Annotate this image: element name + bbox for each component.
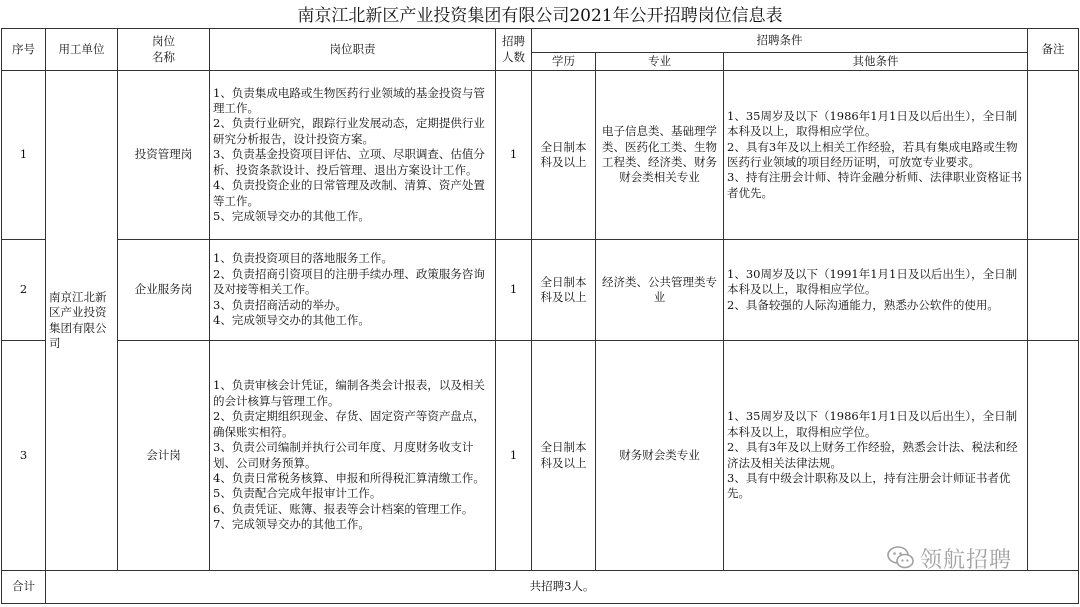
duty-item: 1、负责投资项目的落地服务工作。 — [213, 251, 393, 266]
employer-line: 集团有限公 — [49, 320, 107, 335]
duty-item: 4、完成领导交办的其他工作。 — [213, 313, 370, 328]
duty-item: 2、负责行业研究，跟踪行业发展动态，定期提供行业研究分析报告，设计投资方案。 — [213, 116, 485, 146]
recruitment-table — [1, 28, 1079, 604]
watermark — [886, 538, 1066, 578]
table-row — [2, 240, 1079, 341]
duty-item: 1、负责集成电路或生物医药行业领域的基金投资与管理工作。 — [213, 85, 485, 116]
row-duties — [210, 71, 496, 240]
row-count: 1 — [496, 240, 532, 341]
employer-line: 司 — [49, 335, 61, 350]
header-conditions: 招聘条件 — [532, 29, 1028, 53]
row-seq: 2 — [2, 240, 46, 341]
header-count-line-1: 招聘 — [502, 34, 525, 49]
employer-line: 区产业投资 — [49, 305, 107, 320]
other-item: 2、具有3年及以上财务工作经验，熟悉会计法、税法和经济法及相关法律法规。 — [727, 440, 1018, 470]
other-item: 1、30周岁及以下（1991年1月1日及以后出生），全日制本科及以上，取得相应学位。 — [727, 266, 1018, 297]
duty-item: 1、负责审核会计凭证，编制各类会计报表，以及相关的会计核算与管理工作。 — [213, 378, 485, 408]
employer-line: 南京江北新 — [49, 289, 107, 304]
header-position — [118, 29, 210, 71]
row-remark — [1028, 240, 1079, 341]
header-other: 其他条件 — [724, 53, 1028, 71]
header-education: 学历 — [532, 53, 596, 71]
row-major: 电子信息类、基础理学类、医药化工类、生物工程类、经济类、财务财会类相关专业 — [596, 71, 724, 240]
duty-item: 4、负责投资企业的日常管理及改制、清算、资产处置等工作。 — [213, 178, 485, 208]
header-remark: 备注 — [1028, 29, 1079, 71]
duty-item: 2、负责定期组织现金、存货、固定资产等资产盘点，确保账实相符。 — [213, 409, 485, 439]
watermark-text: 领航招聘 — [920, 547, 1013, 573]
header-major: 专业 — [596, 53, 724, 71]
header-employer: 用工单位 — [46, 29, 118, 71]
row-remark — [1028, 341, 1079, 571]
employer-cell — [46, 71, 118, 571]
row-position: 会计岗 — [118, 341, 210, 571]
other-item: 3、持有注册会计师、特许金融分析师、法律职业资格证书者优先。 — [727, 170, 1022, 200]
duty-item: 3、负责基金投资项目评估、立项、尽职调查、估值分析、投资条款设计、投后管理、退出方案设计工作。 — [213, 147, 485, 177]
row-position: 企业服务岗 — [118, 240, 210, 341]
row-count: 1 — [496, 71, 532, 240]
row-major: 经济类、公共管理类专业 — [596, 240, 724, 341]
header-position-line-1: 岗位 — [152, 34, 175, 49]
wechat-icon — [886, 543, 916, 573]
header-count — [496, 29, 532, 71]
other-item: 1、35周岁及以下（1986年1月1日及以后出生），全日制本科及以上，取得相应学位。 — [727, 108, 1018, 139]
duty-item: 5、负责配合完成年报审计工作。 — [213, 486, 382, 501]
header-row-1 — [2, 29, 1079, 53]
page-title: 南京江北新区产业投资集团有限公司2021年公开招聘岗位信息表 — [297, 6, 783, 26]
row-remark — [1028, 71, 1079, 240]
row-duties — [210, 341, 496, 571]
other-item: 1、35周岁及以下（1986年1月1日及以后出生），全日制本科及以上，取得相应学位。 — [727, 409, 1018, 439]
header-count-line-2: 人数 — [502, 49, 525, 64]
table-row — [2, 71, 1079, 240]
header-duties: 岗位职责 — [210, 29, 496, 71]
duty-item: 7、完成领导交办的其他工作。 — [213, 517, 370, 532]
row-duties — [210, 240, 496, 341]
duty-item: 6、负责凭证、账簿、报表等会计档案的管理工作。 — [213, 501, 474, 516]
duty-item: 5、完成领导交办的其他工作。 — [213, 208, 370, 223]
row-education: 全日制本科及以上 — [532, 71, 596, 240]
row-other — [724, 341, 1028, 571]
other-item: 2、具有3年及以上相关工作经验，若具有集成电路或生物医药行业领域的项目经历证明，可放宽专业要求。 — [727, 139, 1018, 169]
duty-item: 3、负责招商活动的举办。 — [213, 297, 347, 312]
row-other — [724, 71, 1028, 240]
total-value: 共招聘3人。 — [46, 571, 1079, 604]
row-major: 财务财会类专业 — [596, 341, 724, 571]
duty-item: 2、负责招商引资项目的注册手续办理、政策服务咨询及对接等相关工作。 — [213, 266, 485, 297]
row-other — [724, 240, 1028, 341]
duty-item: 4、负责日常税务核算、申报和所得税汇算清缴工作。 — [213, 470, 485, 485]
row-education: 全日制本科及以上 — [532, 341, 596, 571]
row-seq: 3 — [2, 341, 46, 571]
row-seq: 1 — [2, 71, 46, 240]
row-position: 投资管理岗 — [118, 71, 210, 240]
other-item: 2、具备较强的人际沟通能力，熟悉办公软件的使用。 — [727, 297, 999, 312]
header-seq: 序号 — [2, 29, 46, 71]
other-item: 3、具有中级会计职称及以上，持有注册会计师证书者优先。 — [727, 470, 1011, 501]
header-position-line-2: 名称 — [152, 49, 175, 64]
row-count: 1 — [496, 341, 532, 571]
row-education: 全日制本科及以上 — [532, 240, 596, 341]
total-label: 合计 — [2, 571, 46, 604]
table-row — [2, 341, 1079, 571]
duty-item: 3、负责公司编制并执行公司年度、月度财务收支计划、公司财务预算。 — [213, 440, 474, 470]
